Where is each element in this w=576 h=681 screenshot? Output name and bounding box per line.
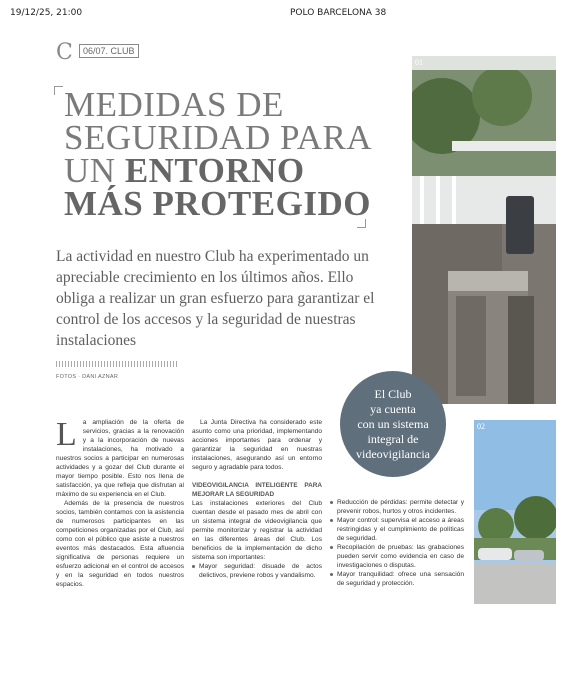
body-paragraph: Además de la presencia de nuestros socios, también contamos con la asistencia de numerosos participantes en las competiciones organizadas por el Club, así como con el público que asiste a nuestros eventos más destacados. Esta afluencia significativa de personas requiere un esfuerzo adicional en el control de accesos y en la seguridad en todos nuestros espacios. — [56, 500, 184, 588]
headline-line: MÁS PROTEGIDO — [64, 184, 371, 223]
print-date: 19/12/25, 21:00 — [10, 8, 83, 18]
section-name: CLUB — [110, 46, 135, 56]
body-paragraph: Las instalaciones exteriores del Club cuentan desde el pasado mes de abril con un sistema integral de videovigilancia que permite monitorizar y registrar la actividad en las diferentes áreas del Club. Los beneficios de la implementación de dicho sistema son importantes: — [192, 500, 322, 561]
photo-number: 01 — [415, 58, 423, 67]
photo-credit: FOTOS · DANI AZNAR — [56, 374, 119, 380]
publication-title: POLO BARCELONA 38 — [290, 8, 387, 18]
headline-line: MEDIDAS DE — [64, 85, 284, 124]
bullet-item: Reducción de pérdidas: permite detectar y prevenir robos, hurtos y otros incidentes. — [330, 498, 464, 516]
title-frame-corner — [54, 86, 63, 95]
drop-cap: L — [56, 416, 77, 453]
decorative-rule — [56, 361, 178, 367]
body-paragraph: La Junta Directiva ha considerado este asunto como una prioridad, implementando acciones importantes para ordenar y garantizar la seguridad en nuestras instalaciones, asegurando así un entorno seguro y agradable para todos. — [192, 419, 322, 471]
bullet-item: Mayor tranquilidad: ofrece una sensación de seguridad y protección. — [330, 570, 464, 588]
section-label — [79, 44, 139, 58]
body-column-3 — [330, 498, 464, 588]
body-paragraph: a ampliación de la oferta de servicios, gracias a la renovación y a la incorporación de nuevas instalaciones, ha motivado a nuestros socios a participar en numerosas actividades y a gozar del Club durante el mayor tiempo posible. Esto nos llena de satisfacción, ya que refleja que disfrutan al máximo de su experiencia en el Club. — [56, 419, 184, 498]
bullet-item: Mayor control: supervisa el acceso a áreas restringidas y el cumplimiento de políticas de seguridad. — [330, 516, 464, 543]
lead-paragraph: La actividad en nuestro Club ha experimentado un apreciable crecimiento en los últimos años. Ello obliga a realizar un gran esfuerzo para garantizar el control de los accesos y la seguridad de nuestras instalaciones — [56, 248, 375, 349]
headline-line: UN ENTORNO — [64, 151, 305, 190]
page-numbers: 06/07. — [83, 46, 109, 56]
headline-line: SEGURIDAD PARA — [64, 118, 373, 157]
section-letter: C — [56, 40, 73, 65]
pullquote-badge: El Club ya cuenta con un sistema integral de videovigilancia — [340, 371, 446, 477]
page-title — [64, 85, 374, 223]
photo-number: 02 — [477, 422, 485, 431]
body-column-2 — [192, 418, 322, 580]
parking-photo — [474, 420, 556, 604]
bullet-item: Recopilación de pruebas: las grabaciones pueden servir como evidencia en caso de investigaciones o disputas. — [330, 543, 464, 570]
parking-image — [474, 420, 556, 604]
turnstile-photo — [412, 56, 556, 404]
subheading: VIDEOVIGILANCIA INTELIGENTE PARA MEJORAR LA SEGURIDAD — [192, 482, 322, 498]
bullet-item: Mayor seguridad: disuade de actos delictivos, previene robos y vandalismo. — [192, 562, 322, 580]
body-column-1 — [56, 418, 184, 589]
turnstile-image — [412, 56, 556, 404]
